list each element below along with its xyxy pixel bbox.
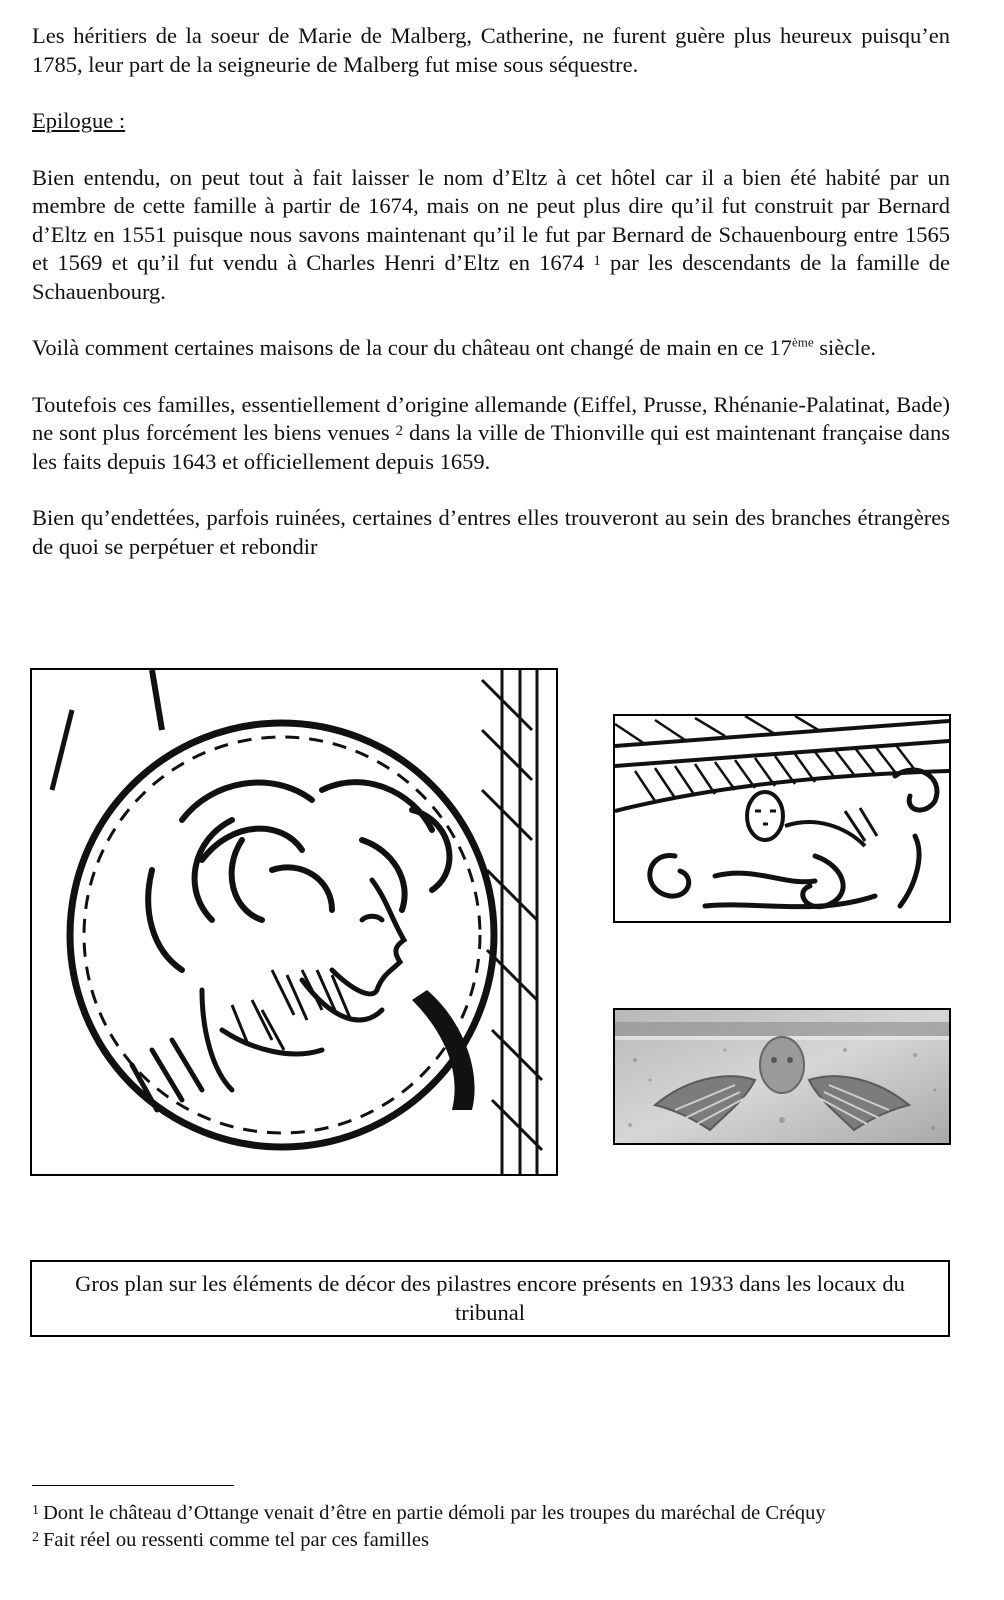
footnote-1-text: Dont le château d’Ottange venait d’être en partie démoli par les troupes du maréchal de Créquy	[43, 1502, 826, 1524]
paragraph-eltz	[32, 164, 950, 307]
console-bracket-drawing	[615, 716, 949, 921]
paragraph-heirs: Les héritiers de la soeur de Marie de Malberg, Catherine, ne furent guère plus heureux puisqu’en 1785, leur part de la seigneurie de Malberg fut mise sous séquestre.	[32, 23, 950, 77]
frieze-photo-image	[613, 1008, 951, 1145]
document-body	[32, 22, 950, 589]
medallion-engraving-image	[30, 668, 558, 1176]
paragraph-debts: Bien qu’endettées, parfois ruinées, certaines d’entres elles trouveront au sein des branches étrangères de quoi se perpétuer et rebondir	[32, 505, 950, 559]
paragraph-houses-text-end: siècle.	[813, 335, 877, 360]
footnote-2	[32, 1527, 972, 1554]
footnote-2-number: 2	[32, 1530, 39, 1545]
figure-caption-text: Gros plan sur les éléments de décor des pilastres encore présents en 1933 dans les locaux du tribunal	[75, 1271, 905, 1325]
footnote-2-text: Fait réel ou ressenti comme tel par ces familles	[43, 1529, 429, 1551]
figure-caption	[30, 1260, 950, 1337]
medallion-drawing	[32, 670, 556, 1174]
footnote-separator	[32, 1485, 234, 1486]
paragraph-families-text-end: dans la ville de Thionville qui est maintenant française dans les faits depuis 1643 et officiellement depuis 1659.	[32, 420, 950, 474]
paragraph-families	[32, 391, 950, 477]
paragraph-eltz-text: Bien entendu, on peut tout à fait laisser le nom d’Eltz à cet hôtel car il a bien été habité par un membre de cette famille à partir de 1674, mais on ne peut plus dire qu’il fut construit par Bernard d’Eltz en 1551 puisque nous savons maintenant qu’il le fut par Bernard de Schauenbourg entre 1565 et 1569 et qu’il fut vendu à Charles Henri d’Eltz en 1674	[32, 164, 950, 275]
paragraph-houses	[32, 334, 950, 363]
footnote-1-number: 1	[32, 1503, 39, 1518]
paragraph-houses-text: Voilà comment certaines maisons de la cour du château ont changé de main en ce 17	[32, 335, 792, 360]
console-bracket-image	[613, 714, 951, 923]
superscript-eme: ème	[791, 334, 814, 350]
frieze-drawing	[615, 1010, 949, 1143]
paragraph-eltz-text-end: par les descendants de la famille de Schauenbourg.	[32, 250, 950, 304]
section-heading-epilogue: Epilogue :	[32, 108, 126, 133]
paragraph-families-text: Toutefois ces familles, essentiellement d’origine allemande (Eiffel, Prusse, Rhénanie-Palatinat, Bade) ne sont plus forcément les biens venues	[32, 391, 950, 445]
footnote-1	[32, 1500, 972, 1527]
footnote-ref-1[interactable]: 1	[593, 253, 601, 269]
footnote-ref-2[interactable]: 2	[395, 423, 404, 439]
footnotes	[32, 1500, 972, 1554]
